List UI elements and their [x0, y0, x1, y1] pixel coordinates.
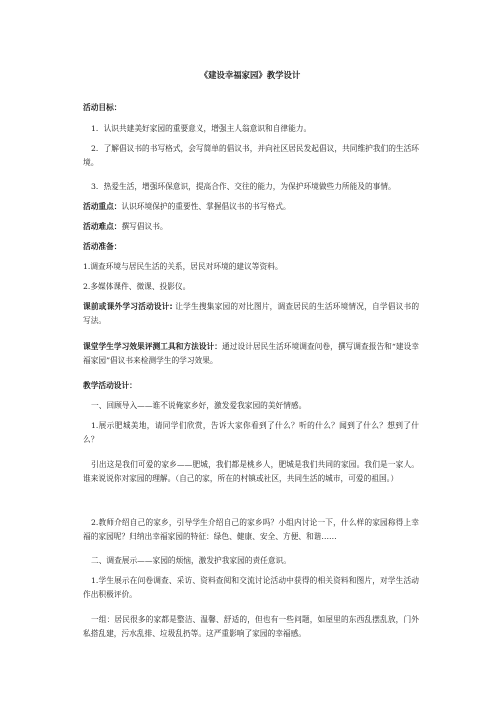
- goals-heading: 活动目标：: [83, 103, 122, 112]
- pre-class-label: 课前或课外学习活动设计:: [83, 302, 173, 311]
- key-point: [83, 200, 419, 214]
- difficulty-label: 活动难点：: [83, 222, 122, 231]
- goal-1: 1．认识共建美好家园的重要意义，增强主人翁意识和自律能力。: [91, 124, 312, 133]
- step-3: 1.学生展示在问卷调查、采访、资料查阅和交流讨论活动中获得的相关资料和图片，对学生活动作出积极评价。: [83, 576, 419, 600]
- key-point-label: 活动重点：: [83, 202, 122, 211]
- evaluation-text: 通过设计居民生活环境调查问卷，撰写调查报告和“建设幸福家园”倡议书来检测学生的学习效果。: [83, 342, 419, 366]
- evaluation-design: [83, 340, 419, 369]
- prep-item-1: 1.调查环境与居民生活的关系，居民对环境的建议等资料。: [83, 262, 283, 271]
- difficulty-text: 撰写倡议书。: [121, 222, 168, 231]
- evaluation-label: 课堂学生学习效果评测工具和方法设计：: [83, 342, 222, 351]
- design-heading: 教学活动设计：: [83, 381, 137, 390]
- part-2-heading: 二、调查展示——家园的烦恼，激发护我家园的责任意识。: [91, 556, 291, 565]
- prep-heading: 活动准备：: [83, 242, 122, 251]
- key-point-text: 认识环境保护的重要性、掌握倡议书的书写格式。: [121, 202, 291, 211]
- goal-2: 2．了解倡议书的书写格式，会写简单的倡议书，并向社区居民发起倡议，共同维护我们的生活环境。: [83, 144, 419, 168]
- pre-class-design: [83, 300, 419, 329]
- goal-3: 3．热爱生活，增强环保意识，提高合作、交往的能力，为保护环境做些力所能及的事情。: [91, 182, 396, 191]
- document-title: 《建设幸福家园》教学设计: [199, 70, 301, 80]
- pre-class-text: 让学生搜集家园的对比图片，调查居民的生活环境情况，自学倡议书的写法。: [83, 302, 420, 326]
- step-3-text: 一组：居民很多的家都是整洁、温馨、舒适的，但也有一些问题，如屋里的东西乱摆乱放，门外私搭乱建，污水乱排、垃圾乱扔等。这严重影响了家园的幸福感。: [83, 615, 419, 639]
- part-1-heading: 一、回顾导入——谁不说俺家乡好，激发爱我家园的美好情感。: [91, 401, 307, 410]
- step-2: 2.教师介绍自己的家乡，引导学生介绍自己的家乡吗？小组内讨论一下，什么样的家园称得上幸福的家园呢？归纳出幸福家园的特征：绿色、健康、安全、方便、和谐……: [83, 518, 419, 542]
- prep-item-2: 2.多媒体课件、微课、投影仪。: [83, 282, 191, 291]
- step-1: 1.展示肥城美地，请同学们欣赏，告诉大家你看到了什么？听的什么？闻到了什么？想到了什么？: [83, 421, 419, 445]
- step-1-text: 引出这是我们可爱的家乡——肥城，我们都是桃乡人，肥城是我们共同的家园。我们是一家人。谁来说说你对家园的理解。（自己的家，所在的村镇或社区，共同生活的城市，可爱的祖国。）: [83, 460, 419, 484]
- difficulty-point: [83, 220, 419, 234]
